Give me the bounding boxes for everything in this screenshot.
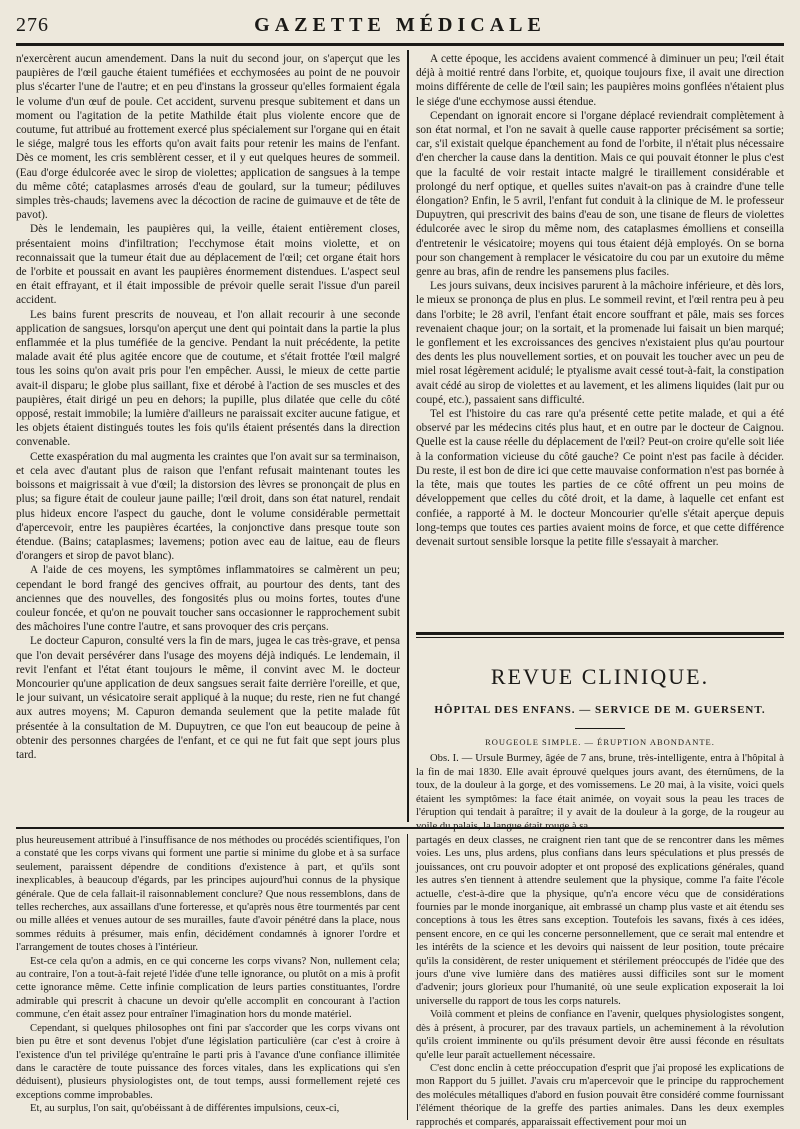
left-column-bottom <box>16 834 400 1120</box>
paragraph: A cette époque, les accidens avaient commencé à diminuer un peu; l'œil était déjà à moitié rentré dans l'orbite, et, quoique toujours fixe, il avait une direction moins différente de celle de l'œil sain; les paupières moins gonflées n'étaient plus le siége d'une ecchymose aussi étendue. <box>416 53 784 108</box>
page-number: 276 <box>16 14 49 36</box>
page-header <box>16 14 784 40</box>
hospital-heading: HÔPITAL DES ENFANS. — SERVICE DE M. GUERSENT. <box>434 704 766 716</box>
revue-clinique-title: REVUE CLINIQUE. <box>490 664 710 689</box>
short-divider <box>575 728 625 729</box>
gazette-title: GAZETTE MÉDICALE <box>254 14 546 36</box>
paragraph: n'exercèrent aucun amendement. Dans la nuit du second jour, on s'aperçut que les paupières de l'œil gauche étaient tuméfiées et ecchymosées au point de ne pouvoir plus s'écarter l'une de l'autre; et en peu d'instans la grosseur qu'elles formaient égala le volume d'un œuf de poule. Cet accident, survenu presque subitement et dans un moment ou l'agitation de la petite Mathilde était plus violente encore que de coutume, fut attribué au frottement exercé plus spécialement sur l'organe qui en était le siége, malgré tous les efforts qu'on avait faits pour retenir les mains de l'enfant. Dès ce moment, les cris semblèrent cesser, et il y eut quelques heures de sommeil. (Eau d'orge édulcorée avec le sirop de violettes; application de sangsues à la tempe du même côté; cataplasmes arrosés d'eau de goulard, sur la tumeur; pédiluves simples très-chauds; lavemens avec la décoction de racine de guimauve et de tête de pavot). <box>16 53 400 222</box>
paragraph: Les bains furent prescrits de nouveau, et l'on allait recourir à une seconde application de sangsues, lorsqu'on aperçut une dent qui pointait dans la partie la plus enflammée et la plus tuméfiée de la gencive. Pendant la nuit précédente, la petite malade avait été plus agitée encore que de coutume, et s'était frottée l'œil malgré tous les soins qu'on avait pris pour l'en empêcher. Aussi, le mieux de cette partie avait-il disparu; le globe plus saillant, fixe et dérobé à l'action de ses muscles et des paupières, était dirigé un peu en dehors; la pupille, plus dilatée que celle du côté opposé, restait immobile; la lumière d'ailleurs ne paraissait exciter aucune fatigue, et les objets étaient distingués toutes les fois qu'ils étaient présentés dans la direction convenable. <box>16 308 400 449</box>
right-column-bottom <box>416 834 784 1128</box>
paragraph: Cette exaspération du mal augmenta les craintes que l'on avait sur sa terminaison, et cela avec d'autant plus de raison que l'enfant refusait maintenant toutes les boissons et maigrissait à vue d'œil; la distorsion des lèvres se prononçait de plus en plus; sa figure était de couleur jaune paille; l'œil droit, dans son état naturel, rendait plus hideux encore l'aspect du gauche, dont le volume considérable permettait d'apercevoir, entre les paupières écartées, la conjonctive dans presque toute son étendue. (Bains; cataplasmes; lavemens; potion avec eau de laitue, eau de fleurs d'orangers et sirop de pavot blanc). <box>16 450 400 563</box>
section-rule-thick <box>416 632 784 635</box>
paragraph: plus heureusement attribué à l'insuffisance de nos méthodes ou procédés scientifiques, l'on a constaté que les corps vivans qui forment une partie si minime du globe et à sa surface seulement, paraissent dépendre de conditions d'existence à part, et qu'ils sont inexplicables, à beaucoup d'égards, par les principes aujourd'hui connus de la physique générale. Que de cela fallait-il raisonnablement conclure? Que nous ressemblons, dans de telles recherches, aux assaillans d'une forteresse, et qu'après nous être tourmentés par cent ou mille allées et venues autour de ses murailles, faute d'avoir pénétré dans la place, nous sommes réduits à présumer, mais enfin, décidément condamnés à ignorer l'ordre et l'arrangement de toutes choses à l'intérieur. <box>16 835 400 954</box>
right-column-top <box>416 52 784 614</box>
column-divider-top <box>407 50 409 822</box>
paragraph: Et, au surplus, l'on sait, qu'obéissant à de différentes impulsions, ceux-ci, <box>30 1103 340 1115</box>
paragraph: Cependant on ignorait encore si l'organe déplacé reviendrait complètement à son état normal, et l'on ne savait à quelle cause rapporter précisément sa sortie; car, s'il existait quelque épanchement au fond de l'orbite, il n'était plus nécessaire d'en chercher la cause dans la dentition. Mais ce qui pouvait étonner le plus c'est que la faculté de voir restait intacte malgré le tiraillement considérable et prolongé du nerf optique, et quelles suites n'avait-on pas à craindre d'une telle élongation? Enfin, le 5 avril, l'enfant fut conduit à la clinique de M. le professeur Dupuytren, qui prescrivit des bains d'eau de son, une tisane de fleurs de violettes édulcorée avec le sirop du même nom, des cataplasmes émolliens et conseilla d'entretenir le vésicatoire; moyens qui tous étaient déjà employés. On se borna pour son changement à remplacer le vésicatoire du cou par un exutoire du même genre au bras, afin de rendre les pansemens plus faciles. <box>416 109 784 279</box>
paragraph: Est-ce cela qu'on a admis, en ce qui concerne les corps vivans? Non, nullement cela; au contraire, l'on a tout-à-fait rejeté l'idée d'une telle ignorance, ou plutôt on a mis à profit cette ignorance même. Cette infinie complication de leurs parties constituantes, l'ordre admirable qui prescrit à chacune un devoir qu'elle accomplit en concourant à l'action commune, c'en était assez pour entraîner l'imagination hors du monde matériel. <box>16 955 400 1021</box>
paragraph: C'est donc enclin à cette préoccupation d'esprit que j'ai proposé les explications de mon Rapport du 5 juillet. J'avais cru m'apercevoir que le principe du rapprochement des molécules métalliques d'abord en fusion pouvait être considéré comme fournissant l'élément théorique de la greffe des parties animales. Dans les deux exemples rapprochés et comparés, apparaissait effectivement pour moi un <box>416 1062 784 1128</box>
case-subtitle: ROUGEOLE SIMPLE. — ÉRUPTION ABONDANTE. <box>485 737 715 747</box>
paragraph: A l'aide de ces moyens, les symptômes inflammatoires se calmèrent un peu; cependant le bord frangé des gencives offrait, au pourtour des dents, tant des anciennes que des nouvelles, des fongosités plus ou moins fortes, toutes d'une couleur foncée, et qu'on ne pouvait toucher sans occasionner le rapprochement subit des mâchoires l'une contre l'autre, et sans provoquer des cris perçans. <box>16 564 400 634</box>
paragraph: Cependant, si quelques philosophes ont fini par s'accorder que les corps vivans ont bien pu être et sont devenus l'objet d'une législation particulière (car c'est à croire à l'existence d'un tel privilége qu'entraîne le parti pris à l'avance d'une confiance illimitée dans le caractère de toute puissance des forces vitales, dans les explications qui s'en déduisent), plusieurs physiologistes ont, de tout temps, aussi formellement rejeté ces exceptions comme improbables. <box>16 1022 400 1101</box>
left-column-top <box>16 52 400 822</box>
paragraph: Le docteur Capuron, consulté vers la fin de mars, jugea le cas très-grave, et pensa que l'on devait persévérer dans l'usage des moyens déjà indiqués. Le lendemain, il revit l'enfant et l'état étant toujours le même, il convint avec M. le docteur Moncourier qu'une application de deux sangsues serait faite derrière l'oreille, et que, le jour suivant, un vésicatoire serait appliqué à la nuque; du reste, rien ne fut changé aux autres moyens; M. Capuron demanda seulement que la petite malade fût présentée à la consultation de M. Dupuytren, ce que l'on eut beaucoup de peine à obtenir des personnes chargées de l'enfant, et ce qui ne fut fait que sept jours plus tard. <box>16 635 400 761</box>
column-divider-bottom <box>407 834 408 1120</box>
paragraph: Voilà comment et pleins de confiance en l'avenir, quelques physiologistes songent, dès à présent, à procurer, par des travaux partiels, un acheminement à la révolution qu'ils croient imminente ou qu'ils présument devoir être aussi féconde en résultats qu'elle leur paraît actuellement nécessaire. <box>416 1009 784 1061</box>
paragraph: Obs. I. — Ursule Burmey, âgée de 7 ans, brune, très-intelligente, entra à l'hôpital à la fin de mai 1830. Elle avait éprouvé quelques jours avant, des éternûmens, de la toux, de la douleur à la gorge, et des vomissemens. Le 20 mai, à la visite, voici quels étaient les symptômes: la face était animée, on voyait sous la peau les traces de l'éruption qui tendait à paraître; il y avait de la douleur à la gorge, de la rougeur au <box>416 753 784 819</box>
header-rule <box>16 43 784 46</box>
section-rule-thin <box>416 637 784 638</box>
paragraph: Tel est l'histoire du cas rare qu'a présenté cette petite malade, et qui a été observé par les médecins cités plus haut, et en outre par le docteur de Caignou. Quelle est la cause réelle du déplacement de l'œil? Peut-on croire qu'elle soit liée à la conformation vicieuse du côté gauche? Ce point n'est pas facile à décider. Du reste, il est bon de dire ici que cette mauvaise conformation n'est pas bornée à la tête, mais que toutes les parties de ce côté offrent un peu moins de développement que celles du côté droit, et la dame, à laquelle cet enfant est confiée, a rapporté à M. le docteur Moncourier qu'elle s'était aperçue depuis long-temps que toutes ces parties avaient moins de force, et que cette différence devenait surtout sensible lorsque la petite fille s'essayait à marcher. <box>416 408 784 548</box>
paragraph: Dès le lendemain, les paupières qui, la veille, étaient entièrement closes, présentaient moins d'infiltration; l'ecchymose était moins violette, et on reconnaissait que la tumeur était due au déplacement de l'œil; cet organe était hors de l'orbite et poussait en avant les paupières énormement distendues. L'aspect seul en était effrayant, et il était impossible de prévoir quelle serait l'issue d'un pareil accident. <box>16 223 400 307</box>
page-divider-rule <box>16 827 784 829</box>
paragraph: partagés en deux classes, ne craignent rien tant que de se rencontrer dans les mêmes voies. Les uns, plus ardens, plus confians dans leurs spéculations et plus pressés de jouissances, ont cru pouvoir adopter et ont proposé des explications générales, quand les autres s'en tiennent à attendre seulement que la physique, comme l'a faite l'école actuelle, c'est-à-dire que la physique, qu'n'a encore vécu que de considérations fournies par le monde inorganique, ait embrassé un champ plus vaste et ait étendu ses conceptions à tous les êtres sans exception. Toutefois les savans, fixés à ces idées, pensent encore, en ce qui les concerne personnellement, que ce serait mal entendre et les intérêts de la science et les devoirs qui naissent de leur position, toute précaire qu'ils la considèrent, de rester uniquement et stérilement préoccupés de l'idée que des jours d'une vive lumière dans des matières aussi difficiles sont sur le moment d'advenir; jours glorieux pour l'humanité, où une seule explication exposerait la loi universelle du rapport de tous les corps naturels. <box>416 835 784 1007</box>
paragraph: Les jours suivans, deux incisives parurent à la mâchoire inférieure, et dès lors, le mieux se prononça de plus en plus. Le sommeil revint, et l'œil rentra peu à peu dans l'orbite; le 28 avril, l'enfant était encore souffrant et pâle, mais ses forces revenaient chaque jour; on la sortait, et la promenade lui faisait un bien marqué; le gonflement et les excroissances des gencives n'existaient plus qu'au pourtour des dents les plus nouvellement sorties, et on pouvait les toucher avec un peu de miel rosat légèrement acidulé; le ptyalisme avait cessé tout-à-fait, la constipation avait cédé au sirop de violettes et au lavement, et les alimens liquides (lait pur ou coupé, etc.), passaient sans difficulté. <box>416 280 784 406</box>
case-observation <box>416 752 784 824</box>
